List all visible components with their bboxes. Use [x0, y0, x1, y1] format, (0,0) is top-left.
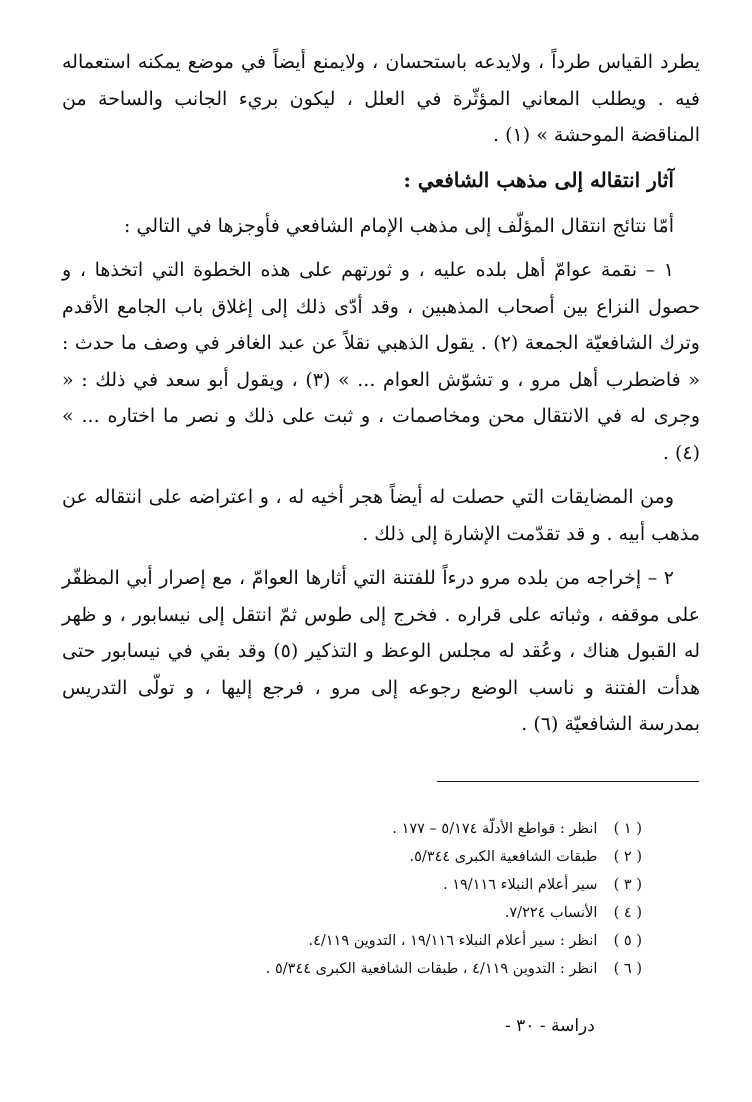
footnote: [82, 899, 642, 927]
item-1-followup-paragraph: ومن المضايقات التي حصلت له أيضاً هجر أخيه له ، و اعتراضه على انتقاله عن مذهب أبيه . و قد تقدّمت الإشارة إلى ذلك .: [62, 486, 700, 545]
footnote: [82, 871, 642, 899]
section-heading: آثار انتقاله إلى مذهب الشافعي :: [403, 167, 674, 192]
footnote-text: الأنساب ٧/٢٢٤.: [504, 905, 598, 921]
footnote-number: ( ٦ ): [613, 961, 642, 977]
footnote-number: ( ١ ): [613, 821, 642, 837]
page-number: دراسة - ٣٠ -: [505, 1016, 595, 1036]
footnote-number: ( ٤ ): [613, 905, 642, 921]
footnote: [82, 955, 642, 983]
page-body: [62, 44, 700, 751]
footnote-number: ( ٣ ): [613, 877, 642, 893]
footnote-number: ( ٢ ): [613, 849, 642, 865]
footnote-text: انظر : سير أعلام النبلاء ١٩/١١٦ ، التدوين ٤/١١٩.: [308, 933, 598, 949]
footnote-number: ( ٥ ): [613, 933, 642, 949]
footnote-text: سير أعلام النبلاء ١٩/١١٦ .: [443, 877, 598, 893]
footnote: [82, 927, 642, 955]
footnote: [82, 815, 642, 843]
footnote-text: انظر : التدوين ٤/١١٩ ، طبقات الشافعية الكبرى ٥/٣٤٤ .: [265, 961, 598, 977]
item-1-paragraph: ١ – نقمة عوامّ أهل بلده عليه ، و ثورتهم على هذه الخطوة التي اتخذها ، و حصول النزاع بين أصحاب المذهبين ، وقد أدّى ذلك إلى إغلاق باب الجامع الأقدم وترك الشافعيّة الجمعة (٢) . يقول الذهبي نقلاً عن عبد الغافر في وصف ما حدث : « فاضطرب أهل مرو ، و تشوّش العوام ... » (٣) ، ويقول أبو سعد في ذلك : « وجرى له في الانتقال محن ومخاصمات ، و ثبت على ذلك و نصر ما اختاره ... » (٤) .: [62, 259, 700, 464]
footnote: [82, 843, 642, 871]
footnote-separator: [437, 781, 699, 782]
item-2-paragraph: ٢ – إخراجه من بلده مرو درءاً للفتنة التي أثارها العوامّ ، مع إصرار أبي المظفّر على موقفه ، وثباته على قراره . فخرج إلى طوس ثمّ انتقل إلى نيسابور ، و ظهر له القبول هناك ، وعُقد له مجلس الوعظ و التذكير (٥) وقد بقي في نيسابور حتى هدأت الفتنة و ناسب الوضع رجوعه إلى مرو ، فرجع إليها ، و تولّى التدريس بمدرسة الشافعيّة (٦) .: [62, 567, 700, 735]
footnote-text: طبقات الشافعية الكبرى ٥/٣٤٤.: [409, 849, 598, 865]
footnotes: [82, 815, 642, 983]
lead-paragraph: أمّا نتائج انتقال المؤلّف إلى مذهب الإمام الشافعي فأوجزها في التالي :: [124, 214, 674, 237]
footnote-text: انظر : قواطع الأدلّة ٥/١٧٤ – ١٧٧ .: [392, 821, 598, 837]
intro-paragraph: يطرد القياس طرداً ، ولايدعه باستحسان ، ولايمنع أيضاً في موضع يمكنه استعماله فيه . ويطلب المعاني المؤثّرة في العلل ، ليكون بريء الجانب والساحة من المناقضة الموحشة » (١) .: [62, 51, 700, 146]
